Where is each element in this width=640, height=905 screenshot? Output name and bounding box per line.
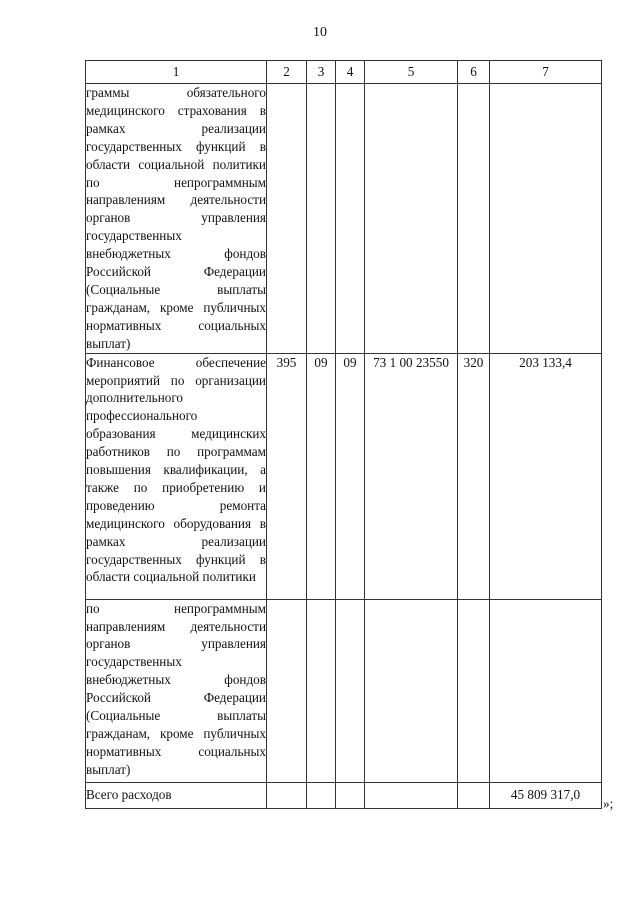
row-ministry-cell xyxy=(267,84,307,354)
row-section-cell xyxy=(307,782,336,808)
row-subsection-cell: 09 xyxy=(336,353,365,599)
table-row xyxy=(86,84,602,354)
table-body xyxy=(86,84,602,809)
header-col-6: 6 xyxy=(458,61,490,84)
row-section-cell xyxy=(307,599,336,782)
row-expense-type-cell xyxy=(458,84,490,354)
total-amount-cell: 45 809 317,0 xyxy=(490,782,602,808)
budget-table xyxy=(85,60,602,809)
total-label-cell: Всего расходов xyxy=(86,782,267,808)
row-target-cell xyxy=(365,84,458,354)
row-subsection-cell xyxy=(336,782,365,808)
row-amount-cell xyxy=(490,599,602,782)
row-expense-type-cell xyxy=(458,599,490,782)
row-target-cell xyxy=(365,782,458,808)
row-name-cell: граммы обязательного медицинского страхования в рамках реализации государственных функций в области социальной политики по непрограммным направлениям деятельности органов управления государственных внебюджетных фондов Российской Федерации (Социальные выплаты гражданам, кроме публичных нормативных социальных выплат) xyxy=(86,84,267,354)
page-number: 10 xyxy=(313,25,327,40)
closing-quote-mark: »; xyxy=(603,796,614,811)
row-name-cell: по непрограммным направлениям деятельности органов управления государственных внебюджетных фондов Российской Федерации (Социальные выплаты гражданам, кроме публичных нормативных социальных выплат) xyxy=(86,599,267,782)
row-amount-cell xyxy=(490,84,602,354)
total-row xyxy=(86,782,602,808)
row-expense-type-cell xyxy=(458,782,490,808)
table-row xyxy=(86,599,602,782)
row-name-cell: Финансовое обеспечение мероприятий по организации дополнительного профессионального образования медицинских работников по программам повышения квалификации, а также по приобретению и проведению ремонта медицинского оборудования в рамках реализации государственных функций в области социальной политики xyxy=(86,353,267,599)
table-row xyxy=(86,353,602,599)
row-expense-type-cell: 320 xyxy=(458,353,490,599)
header-col-2: 2 xyxy=(267,61,307,84)
row-subsection-cell xyxy=(336,599,365,782)
row-subsection-cell xyxy=(336,84,365,354)
row-section-cell: 09 xyxy=(307,353,336,599)
row-ministry-cell: 395 xyxy=(267,353,307,599)
row-target-cell xyxy=(365,599,458,782)
row-section-cell xyxy=(307,84,336,354)
row-ministry-cell xyxy=(267,599,307,782)
header-col-7: 7 xyxy=(490,61,602,84)
header-col-4: 4 xyxy=(336,61,365,84)
table-header xyxy=(86,61,602,84)
row-ministry-cell xyxy=(267,782,307,808)
row-amount-cell: 203 133,4 xyxy=(490,353,602,599)
row-target-cell: 73 1 00 23550 xyxy=(365,353,458,599)
header-col-5: 5 xyxy=(365,61,458,84)
header-col-1: 1 xyxy=(86,61,267,84)
header-row xyxy=(86,61,602,84)
header-col-3: 3 xyxy=(307,61,336,84)
